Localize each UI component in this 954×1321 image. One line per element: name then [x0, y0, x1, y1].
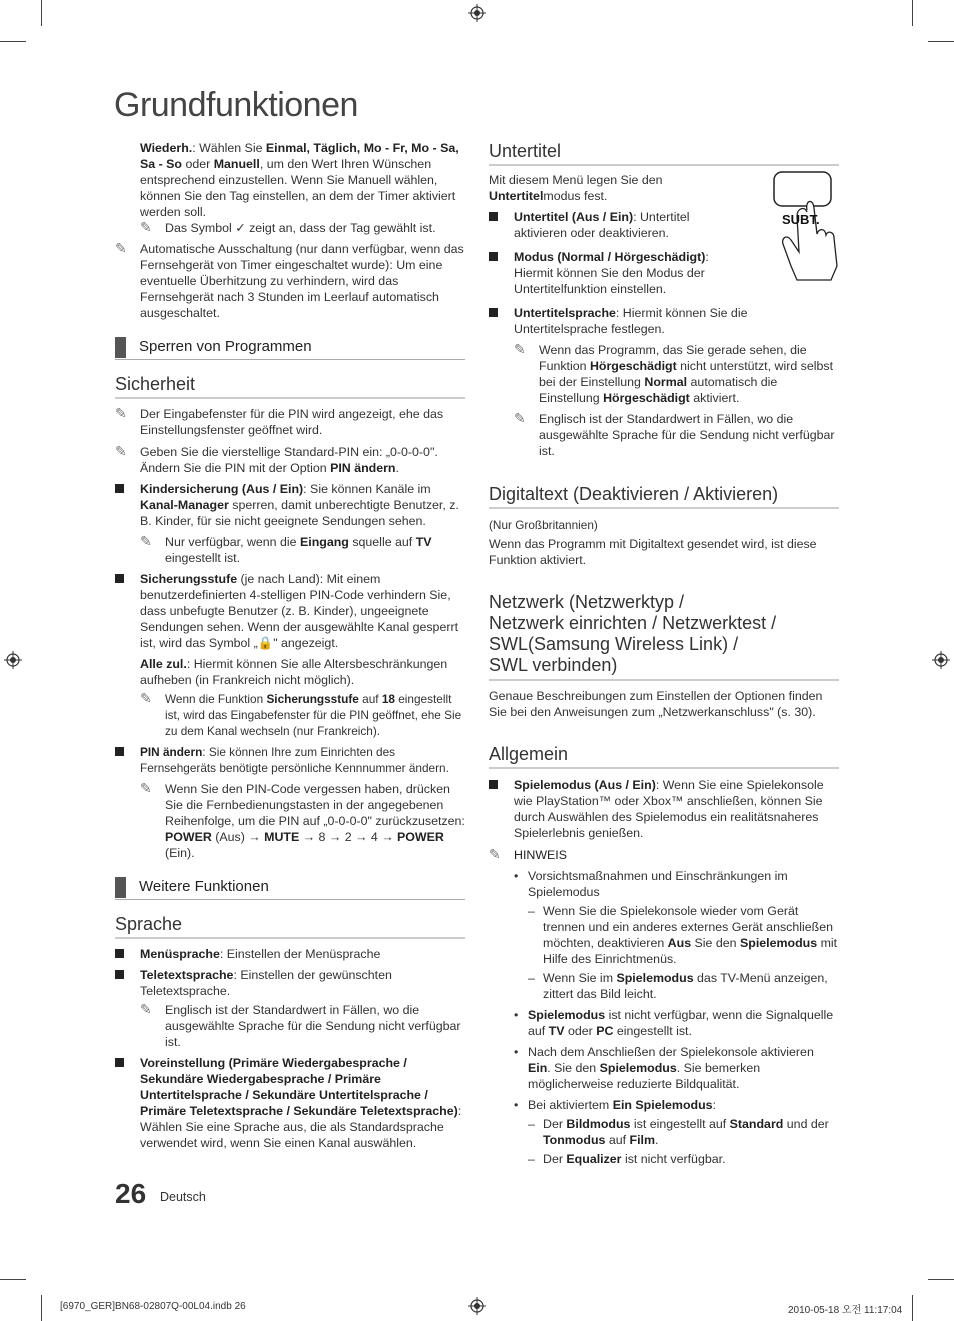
crop-mark — [0, 1279, 26, 1280]
page-number: 26 — [115, 1178, 147, 1209]
hinweis-bullet: • Nach dem Anschließen der Spielekonsole aktivieren Ein. Sie den Spielemodus. Sie bemerken möglicherweise reduzierte Bildqualität. — [514, 1045, 814, 1091]
untertitel-intro: Mit diesem Menü legen Sie den Untertitelmodus fest. — [489, 173, 663, 203]
pencil-note-icon: ✎ — [115, 443, 127, 459]
crop-mark — [912, 1295, 913, 1321]
pencil-note-icon: ✎ — [140, 533, 152, 549]
note-englisch: ✎ Englisch ist der Standardwert in Fällen, wo die ausgewählte Sprache für die Sendung nicht verfügbar ist. — [514, 410, 835, 458]
pencil-note-icon: ✎ — [140, 219, 152, 235]
lock-icon: 🔒 — [257, 636, 274, 650]
item-kindersicherung: Kindersicherung (Aus / Ein): Sie können Kanäle im Kanal-Manager sperren, damit unberechtigte Benutzer, z. B. Kinder, für sie nicht geeignete Sendungen sehen. — [115, 481, 465, 529]
hinweis-subitem: – Der Equalizer ist nicht verfügbar. — [528, 1152, 726, 1166]
note-teletext: ✎ Englisch ist der Standardwert in Fällen, wo die ausgewählte Sprache für die Sendung nicht verfügbar ist. — [140, 1001, 461, 1049]
pencil-note-icon: ✎ — [489, 846, 501, 862]
footer-date: 2010-05-18 오전 11:17:04 — [788, 1305, 903, 1316]
footer-file: [6970_GER]BN68-02807Q-00L04.indb 26 — [60, 1301, 246, 1312]
hinweis-subitem: – Der Bildmodus ist eingestellt auf Standard und der Tonmodus auf Film. — [528, 1117, 829, 1147]
pencil-note-icon: ✎ — [140, 690, 152, 706]
subt-button: SUBT. — [782, 212, 820, 227]
heading-netzwerk: Netzwerk (Netzwerktyp / Netzwerk einrichten / Netzwerktest / SWL(Samsung Wireless Link) / SWL verbinden) — [489, 592, 839, 681]
hinweis-bullet: • Bei aktiviertem Ein Spielemodus: — [514, 1098, 716, 1112]
registration-mark-icon — [468, 1297, 486, 1315]
page-language: Deutsch — [160, 1190, 206, 1204]
item-untertitel: Untertitel (Aus / Ein): Untertitel aktivieren oder deaktivieren. — [489, 209, 724, 241]
registration-mark-icon — [932, 651, 950, 669]
item-spielemodus: Spielemodus (Aus / Ein): Wenn Sie eine Spielekonsole wie PlayStation™ oder Xbox™ anschließen, können Sie durch Auswählen des Spielemodus ein realitätsnaheres Spielerlebnis genießen. — [489, 777, 839, 841]
note-pin-default: ✎ Geben Sie die vierstellige Standard-PIN ein: „0-0-0-0". Ändern Sie die PIN mit der Option PIN ändern. — [115, 443, 438, 475]
item-menuesprache: Menüsprache: Einstellen der Menüsprache — [115, 946, 465, 962]
registration-mark-icon — [4, 651, 22, 669]
crop-mark — [928, 41, 954, 42]
note-pin-window: ✎ Der Eingabefenster für die PIN wird angezeigt, ehe das Einstellungsfenster geöffnet wird. — [115, 405, 444, 437]
crop-mark — [928, 1279, 954, 1280]
item-voreinstellung: Voreinstellung (Primäre Wiedergabesprache / Sekundäre Wiedergabesprache / Primäre Untertitelsprache / Sekundäre Untertitelsprache / Primäre Teletextsprache / Sekundäre Teletextsprache): Wählen Sie eine Sprache aus, die als Standardsprache verwendet wird, wenn Sie einen Kanal auswählen. — [115, 1055, 465, 1151]
hinweis-bullet: • Vorsichtsmaßnahmen und Einschränkungen im Spielemodus — [514, 869, 788, 899]
hinweis-bullet: • Spielemodus ist nicht verfügbar, wenn die Signalquelle auf TV oder PC eingestellt ist. — [514, 1008, 834, 1038]
heading-sicherheit: Sicherheit — [115, 373, 465, 399]
hinweis-subitem: – Wenn Sie im Spielemodus das TV-Menü anzeigen, zittert das Bild leicht. — [528, 971, 828, 1001]
netzwerk-text: Genaue Beschreibungen zum Einstellen der Optionen finden Sie bei den Anweisungen zum „Netzwerkanschluss" (s. 30). — [489, 689, 823, 719]
right-column — [489, 140, 839, 1167]
alle-zul-paragraph: Alle zul.: Hiermit können Sie alle Altersbeschränkungen aufheben (in Frankreich nicht möglich). — [140, 657, 448, 687]
note-kinder: ✎ Nur verfügbar, wenn die Eingang squelle auf TV eingestellt ist. — [140, 533, 432, 565]
item-modus: Modus (Normal / Hörgeschädigt): Hiermit können Sie den Modus der Untertitelfunktion einstellen. — [489, 249, 724, 297]
section-weitere: Weitere Funktionen — [115, 877, 465, 900]
checkmark-icon: ✓ — [235, 221, 246, 235]
digitaltext-text: Wenn das Programm mit Digitaltext gesendet wird, ist diese Funktion aktiviert. — [489, 537, 817, 567]
digitaltext-uk: (Nur Großbritannien) — [489, 518, 598, 532]
item-teletextsprache: Teletextsprache: Einstellen der gewünschten Teletextsprache. — [115, 967, 465, 999]
left-column — [115, 140, 465, 1151]
registration-mark-icon — [468, 4, 486, 22]
item-sicherungsstufe: Sicherungsstufe (je nach Land): Mit einem benutzerdefinierten 4-stelligen PIN-Code verhindern Sie, dass unbefugte Benutzer (z. B. Kinder), ungeeignete Sendungen sehen. Wenn der ausgewählte Kanal gesperrt ist, wird das Symbol „🔒" angezeigt. — [115, 571, 465, 651]
note-auto-off: ✎ Automatische Ausschaltung (nur dann verfügbar, wenn das Fernsehgerät von Timer eingeschaltet wurde): Um eine eventuelle Überhitzung zu verhindern, wird das Fernsehgerät nach 3 Stunden im Leerlauf automatisch ausgeschaltet. — [115, 240, 464, 320]
crop-mark — [0, 41, 26, 42]
pencil-note-icon: ✎ — [514, 410, 526, 426]
note-sicherungsstufe: ✎ Wenn die Funktion Sicherungsstufe auf 18 eingestellt ist, wird das Eingabefenster für die PIN geöffnet, ehe Sie zu dem Kanal wechseln (nur Frankreich). — [140, 690, 462, 738]
heading-untertitel: Untertitel — [489, 140, 839, 166]
wiederh-paragraph: Wiederh.: Wählen Sie Einmal, Täglich, Mo - Fr, Mo - Sa, Sa - So oder Manuell, um den Wert Ihren Wünschen entsprechend einzustellen. Wenn Sie Manuell wählen, können Sie den Tag einstellen, an dem der Timer aktiviert werden soll. — [140, 141, 459, 219]
heading-digitaltext: Digitaltext (Deaktivieren / Aktivieren) — [489, 483, 839, 509]
note-hoergeschaedigt: ✎ Wenn das Programm, das Sie gerade sehen, die Funktion Hörgeschädigt nicht unterstützt, wird selbst bei der Einstellung Normal automatisch die Einstellung Hörgeschädigt aktiviert. — [514, 341, 834, 405]
heading-sprache: Sprache — [115, 913, 465, 939]
pencil-note-icon: ✎ — [115, 405, 127, 421]
page-title: Grundfunktionen — [114, 86, 358, 124]
hinweis-label: ✎ HINWEIS — [489, 846, 568, 862]
pencil-note-icon: ✎ — [514, 341, 526, 357]
pencil-note-icon: ✎ — [140, 1001, 152, 1017]
note-pin-reset: ✎ Wenn Sie den PIN-Code vergessen haben, drücken Sie die Fernbedienungstasten in der angegebenen Reihenfolge, um die PIN auf „0-0-0-0" zurückzusetzen: POWER (Aus) → MUTE → 8 → 2 → 4 → POWER (Ein). — [140, 780, 465, 860]
pencil-note-icon: ✎ — [115, 240, 127, 256]
item-untertitelsprache: Untertitelsprache: Hiermit können Sie die Untertitelsprache festlegen. — [489, 305, 839, 337]
heading-allgemein: Allgemein — [489, 743, 839, 769]
crop-mark — [912, 0, 913, 26]
note-symbol: ✎ Das Symbol ✓ zeigt an, dass der Tag gewählt ist. — [140, 219, 436, 235]
crop-mark — [41, 0, 42, 26]
pencil-note-icon: ✎ — [140, 780, 152, 796]
hinweis-subitem: – Wenn Sie die Spielekonsole wieder vom Gerät trennen und ein anderes externes Gerät anschließen möchten, deaktivieren Aus Sie den Spielemodus mit Hilfe des Einrichtmenüs. — [528, 904, 838, 966]
item-pin-aendern: PIN ändern: Sie können Ihre zum Einrichten des Fernsehgeräts benötigte persönliche Kennnummer ändern. — [115, 744, 465, 776]
crop-mark — [41, 1295, 42, 1321]
section-sperren: Sperren von Programmen — [115, 337, 465, 360]
